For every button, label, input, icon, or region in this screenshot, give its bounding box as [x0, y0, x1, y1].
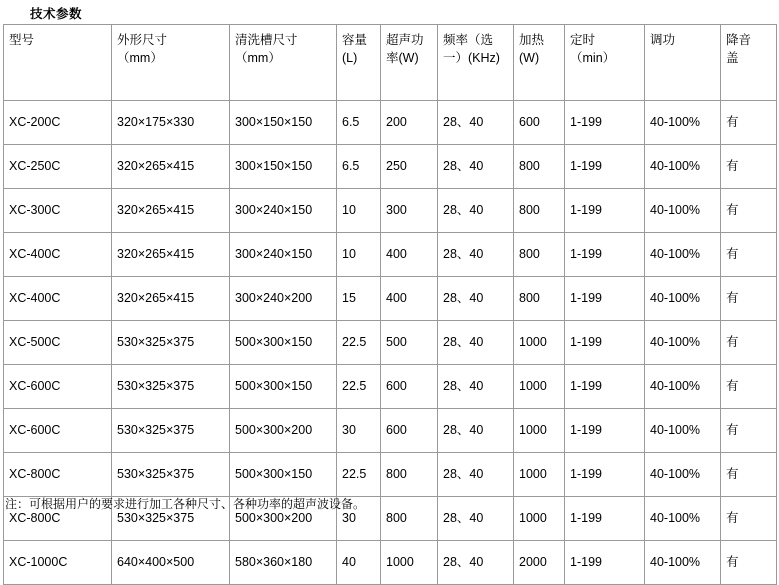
- column-header-line: 型号: [9, 33, 35, 47]
- cell-noise-cover: 有: [721, 321, 777, 365]
- cell-ultrasonic-power: 400: [381, 233, 438, 277]
- table-row: [4, 277, 777, 321]
- cell-model: XC-400C: [4, 233, 112, 277]
- column-header-line: 盖: [726, 51, 739, 66]
- table-row: [4, 189, 777, 233]
- column-header-line: 调功: [650, 33, 676, 47]
- cell-tank-dimensions: 300×240×150: [230, 233, 337, 277]
- cell-noise-cover: 有: [721, 365, 777, 409]
- cell-model: XC-250C: [4, 145, 112, 189]
- cell-heating: 2000: [514, 541, 565, 585]
- cell-capacity: 6.5: [337, 145, 381, 189]
- cell-model: XC-600C: [4, 365, 112, 409]
- column-header-line: 容量: [342, 33, 368, 47]
- cell-ultrasonic-power: 200: [381, 101, 438, 145]
- cell-outer-dimensions: 320×265×415: [112, 145, 230, 189]
- cell-heating: 1000: [514, 497, 565, 541]
- cell-timer: 1-199: [565, 233, 645, 277]
- cell-capacity: 10: [337, 233, 381, 277]
- cell-capacity: 30: [337, 497, 381, 541]
- table-row: [4, 321, 777, 365]
- cell-ultrasonic-power: 600: [381, 365, 438, 409]
- cell-power-adjust: 40-100%: [645, 453, 721, 497]
- column-header-line: 加热: [519, 33, 545, 47]
- cell-ultrasonic-power: 400: [381, 277, 438, 321]
- column-header-ultrasonic-power: [381, 25, 438, 101]
- column-header-capacity: [337, 25, 381, 101]
- column-header-line: (L): [342, 51, 358, 66]
- cell-heating: 800: [514, 233, 565, 277]
- column-header-outer-dimensions: [112, 25, 230, 101]
- cell-power-adjust: 40-100%: [645, 365, 721, 409]
- column-header-line: 超声功: [386, 33, 424, 47]
- cell-capacity: 22.5: [337, 321, 381, 365]
- cell-outer-dimensions: 640×400×500: [112, 541, 230, 585]
- cell-noise-cover: 有: [721, 101, 777, 145]
- column-header-line: 外形尺寸: [117, 33, 168, 47]
- cell-model: XC-800C: [4, 453, 112, 497]
- cell-ultrasonic-power: 1000: [381, 541, 438, 585]
- cell-noise-cover: 有: [721, 541, 777, 585]
- table-row: [4, 365, 777, 409]
- cell-timer: 1-199: [565, 409, 645, 453]
- cell-heating: 1000: [514, 453, 565, 497]
- cell-ultrasonic-power: 500: [381, 321, 438, 365]
- cell-noise-cover: 有: [721, 189, 777, 233]
- cell-capacity: 15: [337, 277, 381, 321]
- column-header-line: 率(W): [386, 51, 419, 66]
- cell-power-adjust: 40-100%: [645, 497, 721, 541]
- column-header-line: （mm）: [235, 51, 281, 66]
- cell-tank-dimensions: 500×300×200: [230, 409, 337, 453]
- cell-model: XC-400C: [4, 277, 112, 321]
- cell-power-adjust: 40-100%: [645, 321, 721, 365]
- cell-capacity: 22.5: [337, 453, 381, 497]
- cell-ultrasonic-power: 800: [381, 497, 438, 541]
- page-title: 技术参数: [30, 7, 83, 21]
- cell-noise-cover: 有: [721, 497, 777, 541]
- cell-power-adjust: 40-100%: [645, 189, 721, 233]
- table-footnote: 注：可根据用户的要求进行加工各种尺寸、各种功率的超声波设备。: [5, 497, 366, 511]
- table-row: [4, 409, 777, 453]
- column-header-line: (W): [519, 51, 540, 66]
- cell-model: XC-800C: [4, 497, 112, 541]
- cell-frequency: 28、40: [438, 409, 514, 453]
- cell-capacity: 40: [337, 541, 381, 585]
- cell-outer-dimensions: 530×325×375: [112, 409, 230, 453]
- cell-tank-dimensions: 500×300×150: [230, 365, 337, 409]
- cell-frequency: 28、40: [438, 101, 514, 145]
- cell-noise-cover: 有: [721, 409, 777, 453]
- column-header-line: 定时: [570, 33, 596, 47]
- cell-tank-dimensions: 500×300×150: [230, 321, 337, 365]
- cell-outer-dimensions: 320×175×330: [112, 101, 230, 145]
- cell-capacity: 10: [337, 189, 381, 233]
- cell-tank-dimensions: 500×300×200: [230, 497, 337, 541]
- cell-heating: 1000: [514, 321, 565, 365]
- cell-heating: 800: [514, 277, 565, 321]
- cell-tank-dimensions: 300×240×150: [230, 189, 337, 233]
- cell-tank-dimensions: 580×360×180: [230, 541, 337, 585]
- column-header-tank-dimensions: [230, 25, 337, 101]
- cell-power-adjust: 40-100%: [645, 101, 721, 145]
- cell-timer: 1-199: [565, 365, 645, 409]
- cell-power-adjust: 40-100%: [645, 145, 721, 189]
- cell-outer-dimensions: 530×325×375: [112, 321, 230, 365]
- cell-heating: 1000: [514, 409, 565, 453]
- column-header-heating: [514, 25, 565, 101]
- cell-ultrasonic-power: 300: [381, 189, 438, 233]
- cell-frequency: 28、40: [438, 233, 514, 277]
- cell-timer: 1-199: [565, 453, 645, 497]
- column-header-model: [4, 25, 112, 101]
- cell-outer-dimensions: 320×265×415: [112, 277, 230, 321]
- cell-timer: 1-199: [565, 321, 645, 365]
- column-header-power-adjust: [645, 25, 721, 101]
- cell-outer-dimensions: 530×325×375: [112, 453, 230, 497]
- table-row: [4, 145, 777, 189]
- column-header-line: 降音: [726, 33, 752, 47]
- column-header-line: 频率（选: [443, 33, 494, 47]
- cell-noise-cover: 有: [721, 233, 777, 277]
- column-header-line: 清洗槽尺寸: [235, 33, 298, 47]
- cell-outer-dimensions: 320×265×415: [112, 233, 230, 277]
- cell-frequency: 28、40: [438, 277, 514, 321]
- cell-frequency: 28、40: [438, 189, 514, 233]
- cell-capacity: 22.5: [337, 365, 381, 409]
- cell-power-adjust: 40-100%: [645, 409, 721, 453]
- column-header-timer: [565, 25, 645, 101]
- cell-heating: 800: [514, 189, 565, 233]
- cell-capacity: 30: [337, 409, 381, 453]
- cell-timer: 1-199: [565, 189, 645, 233]
- cell-frequency: 28、40: [438, 453, 514, 497]
- cell-timer: 1-199: [565, 277, 645, 321]
- cell-tank-dimensions: 300×240×200: [230, 277, 337, 321]
- cell-power-adjust: 40-100%: [645, 233, 721, 277]
- cell-timer: 1-199: [565, 101, 645, 145]
- cell-capacity: 6.5: [337, 101, 381, 145]
- cell-frequency: 28、40: [438, 497, 514, 541]
- cell-frequency: 28、40: [438, 321, 514, 365]
- cell-heating: 600: [514, 101, 565, 145]
- table-header: [4, 25, 777, 101]
- cell-model: XC-500C: [4, 321, 112, 365]
- column-header-noise-cover: [721, 25, 777, 101]
- cell-model: XC-1000C: [4, 541, 112, 585]
- cell-ultrasonic-power: 250: [381, 145, 438, 189]
- cell-outer-dimensions: 530×325×375: [112, 365, 230, 409]
- column-header-line: （mm）: [117, 51, 163, 66]
- cell-frequency: 28、40: [438, 145, 514, 189]
- cell-tank-dimensions: 300×150×150: [230, 145, 337, 189]
- column-header-line: 一）(KHz): [443, 51, 500, 66]
- cell-heating: 1000: [514, 365, 565, 409]
- cell-noise-cover: 有: [721, 277, 777, 321]
- column-header-line: （min）: [570, 51, 616, 66]
- cell-model: XC-200C: [4, 101, 112, 145]
- cell-model: XC-300C: [4, 189, 112, 233]
- cell-power-adjust: 40-100%: [645, 541, 721, 585]
- cell-outer-dimensions: 320×265×415: [112, 189, 230, 233]
- table-row: [4, 101, 777, 145]
- cell-ultrasonic-power: 800: [381, 453, 438, 497]
- cell-ultrasonic-power: 600: [381, 409, 438, 453]
- cell-frequency: 28、40: [438, 541, 514, 585]
- cell-frequency: 28、40: [438, 365, 514, 409]
- cell-model: XC-600C: [4, 409, 112, 453]
- table-row: [4, 541, 777, 585]
- cell-power-adjust: 40-100%: [645, 277, 721, 321]
- column-header-frequency: [438, 25, 514, 101]
- cell-timer: 1-199: [565, 541, 645, 585]
- table-row: [4, 453, 777, 497]
- cell-tank-dimensions: 300×150×150: [230, 101, 337, 145]
- cell-timer: 1-199: [565, 145, 645, 189]
- cell-tank-dimensions: 500×300×150: [230, 453, 337, 497]
- cell-heating: 800: [514, 145, 565, 189]
- cell-noise-cover: 有: [721, 453, 777, 497]
- cell-outer-dimensions: 530×325×375: [112, 497, 230, 541]
- cell-noise-cover: 有: [721, 145, 777, 189]
- cell-timer: 1-199: [565, 497, 645, 541]
- table-row: [4, 233, 777, 277]
- table-header-row: [4, 25, 777, 101]
